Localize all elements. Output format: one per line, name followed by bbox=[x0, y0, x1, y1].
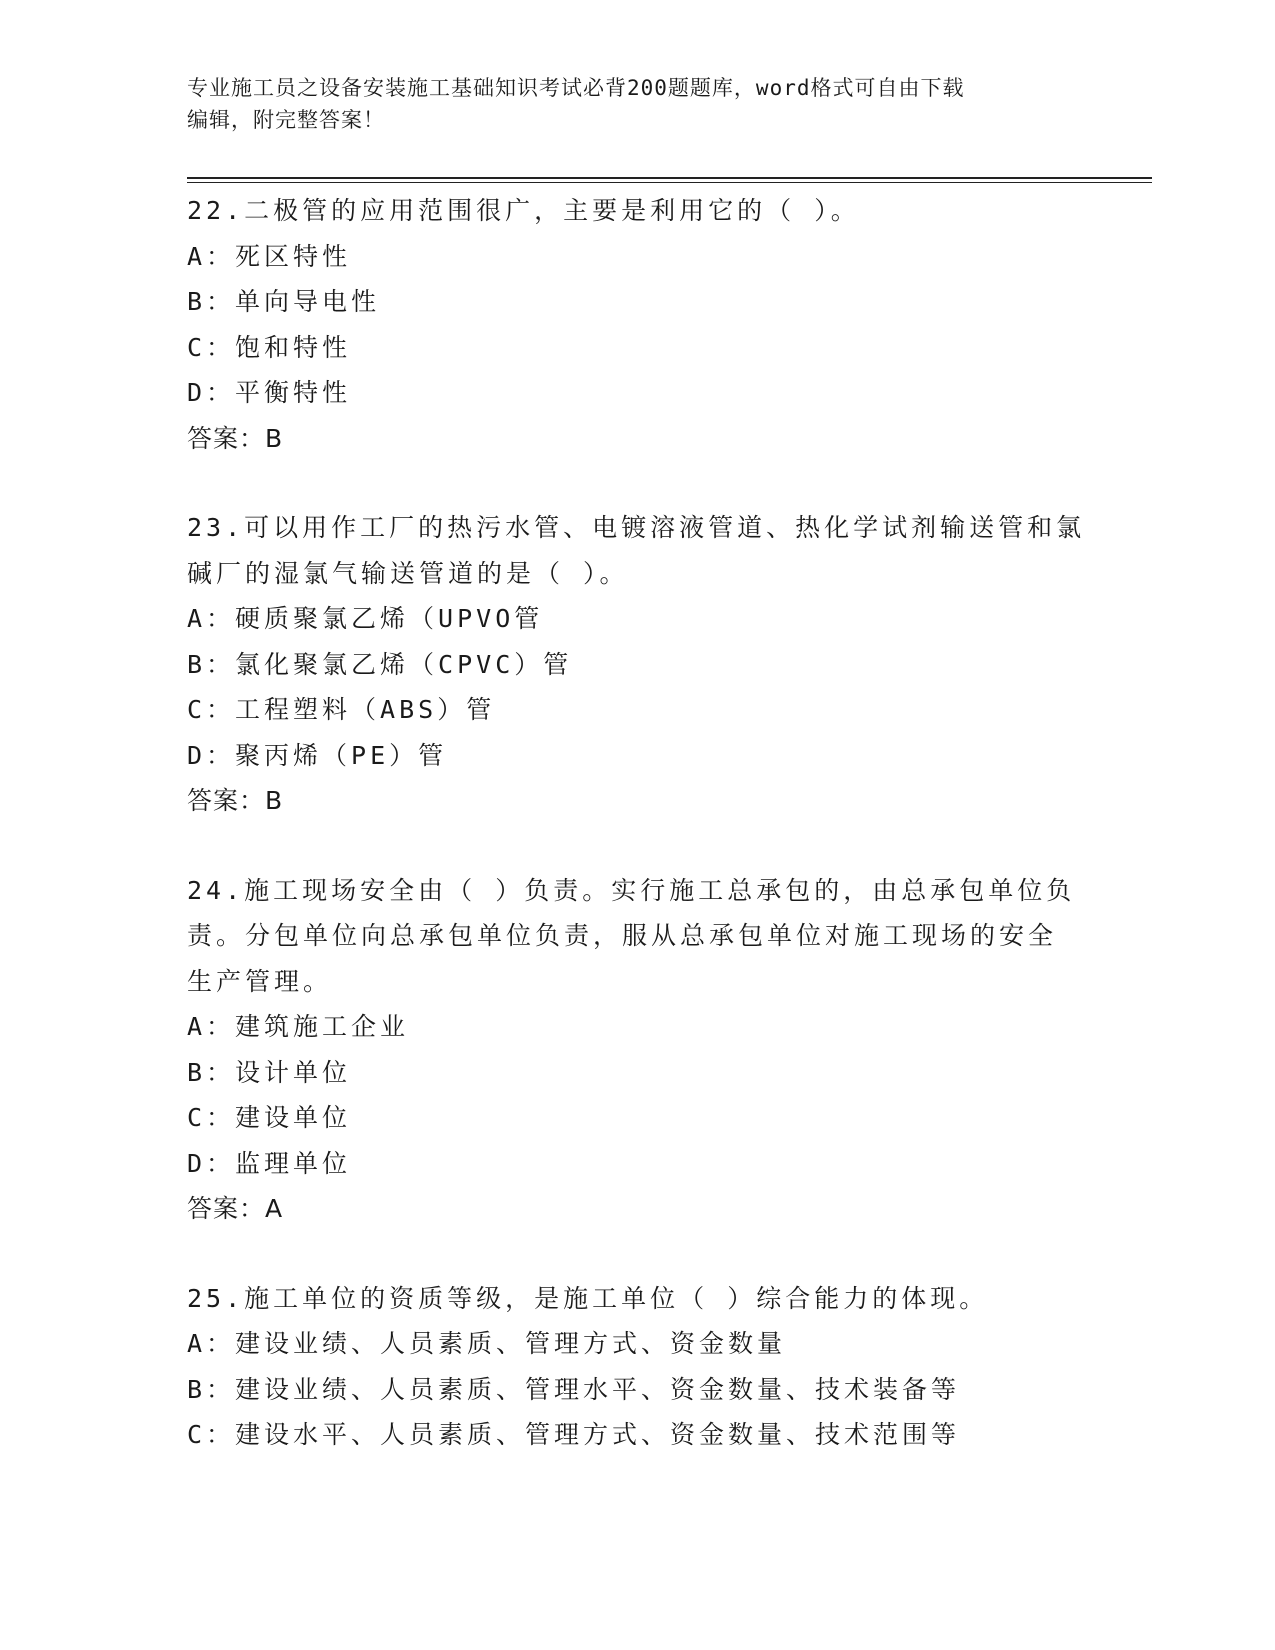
header-title-line-1: 专业施工员之设备安装施工基础知识考试必背200题题库，word格式可自由下载 bbox=[187, 76, 965, 100]
question-list bbox=[187, 188, 1087, 1502]
question-stem: 责。分包单位向总承包单位负责，服从总承包单位对施工现场的安全 bbox=[187, 921, 1058, 950]
header-title-line-2: 编辑，附完整答案！ bbox=[187, 108, 385, 132]
option-a: A：建设业绩、人员素质、管理方式、资金数量 bbox=[187, 1329, 787, 1358]
question-stem: 24.施工现场安全由（ ）负责。实行施工总承包的，由总承包单位负 bbox=[187, 875, 1076, 905]
document-header bbox=[187, 72, 1067, 136]
answer-line: 答案：B bbox=[187, 423, 284, 453]
question-stem: 22.二极管的应用范围很广，主要是利用它的（ ）。 bbox=[187, 196, 860, 225]
header-divider-thick bbox=[187, 177, 1152, 179]
question-stem: 23.可以用作工厂的热污水管、电镀溶液管道、热化学试剂输送管和氯 bbox=[187, 513, 1086, 542]
option-b: B：氯化聚氯乙烯（CPVC）管 bbox=[187, 649, 573, 679]
question-stem: 生产管理。 bbox=[187, 966, 333, 996]
option-c: C：建设水平、人员素质、管理方式、资金数量、技术范围等 bbox=[187, 1420, 961, 1449]
question-stem: 碱厂的湿氯气输送管道的是（ ）。 bbox=[187, 558, 629, 588]
question-23 bbox=[187, 505, 1087, 824]
option-b: B：设计单位 bbox=[187, 1057, 352, 1087]
answer-line: 答案：B bbox=[187, 786, 284, 815]
option-c: C：饱和特性 bbox=[187, 332, 352, 362]
option-a: A：死区特性 bbox=[187, 241, 352, 271]
option-d: D：平衡特性 bbox=[187, 378, 352, 407]
header-divider-thin bbox=[187, 182, 1152, 183]
option-d: D：监理单位 bbox=[187, 1148, 352, 1178]
answer-line: 答案：A bbox=[187, 1194, 284, 1223]
option-c: C：建设单位 bbox=[187, 1103, 352, 1132]
option-a: A：硬质聚氯乙烯（UPVO管 bbox=[187, 604, 544, 633]
option-b: B：单向导电性 bbox=[187, 287, 381, 316]
option-a: A：建筑施工企业 bbox=[187, 1012, 410, 1041]
option-c: C：工程塑料（ABS）管 bbox=[187, 695, 496, 724]
question-22 bbox=[187, 188, 1087, 461]
question-stem: 25.施工单位的资质等级，是施工单位（ ）综合能力的体现。 bbox=[187, 1283, 989, 1313]
question-24 bbox=[187, 868, 1087, 1232]
option-d: D：聚丙烯（PE）管 bbox=[187, 740, 448, 770]
question-25 bbox=[187, 1276, 1087, 1458]
option-b: B：建设业绩、人员素质、管理水平、资金数量、技术装备等 bbox=[187, 1374, 961, 1404]
